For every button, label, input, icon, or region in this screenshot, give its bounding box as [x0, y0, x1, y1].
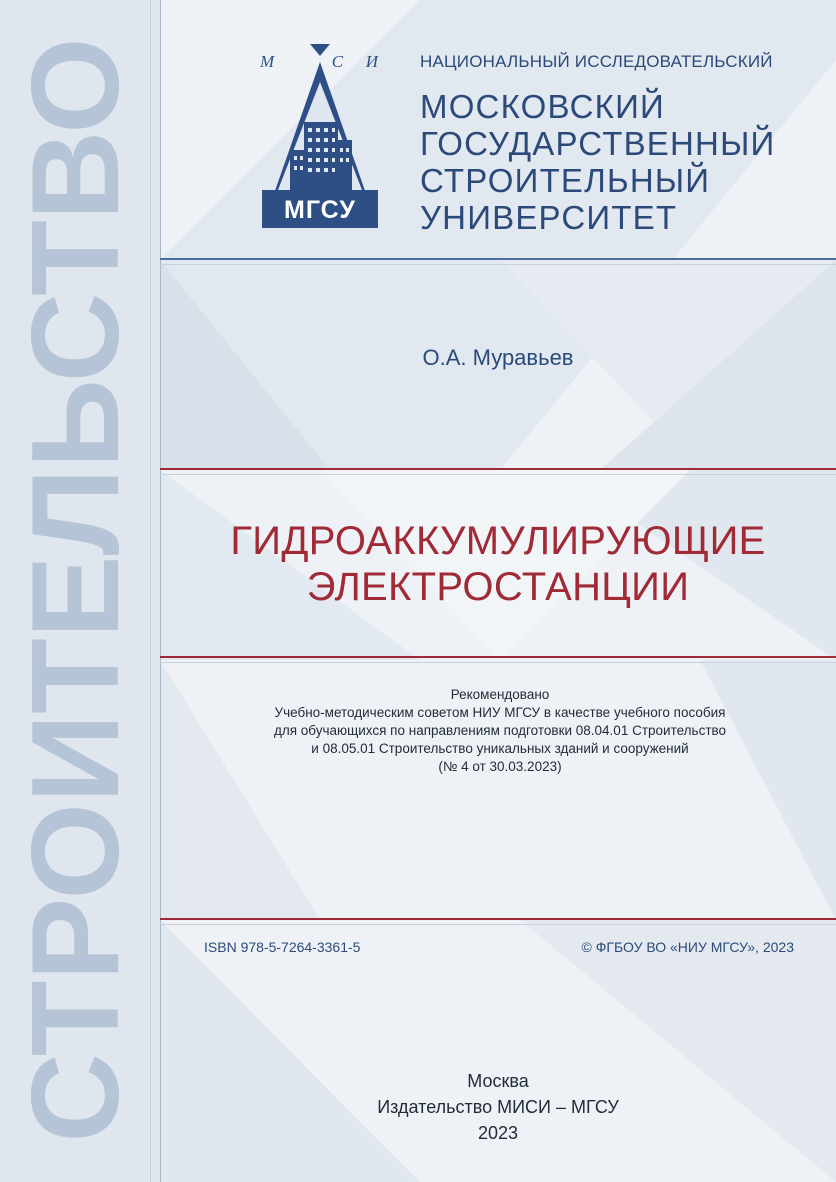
title-bottom-divider [160, 656, 836, 658]
title-line: ГИДРОАККУМУЛИРУЮЩИЕ [230, 519, 766, 563]
side-word: СТРОИТЕЛЬСТВО [7, 37, 145, 1143]
vertical-rule-inner [150, 0, 151, 1182]
header-divider-thin [160, 264, 836, 265]
logo-label: МГСУ [284, 196, 356, 224]
logo-letter: И [365, 52, 380, 71]
isbn-divider-thin [160, 924, 836, 925]
university-line: МОСКОВСКИЙ [420, 88, 665, 125]
recommendation-line: Учебно-методическим советом НИУ МГСУ в качестве учебного пособия [274, 705, 726, 720]
title-line: ЭЛЕКТРОСТАНЦИИ [306, 565, 690, 609]
recommendation-line: Рекомендовано [450, 687, 550, 702]
university-line: ГОСУДАРСТВЕННЫЙ [420, 125, 776, 162]
university-line: СТРОИТЕЛЬНЫЙ [420, 162, 711, 199]
recommendation-line: (№ 4 от 30.03.2023) [438, 759, 562, 774]
title-top-divider-thin [160, 474, 836, 475]
book-title [160, 518, 836, 610]
author-name: О.А. Муравьев [422, 345, 574, 370]
imprint-publisher: Издательство МИСИ – МГСУ [377, 1097, 619, 1117]
copyright: © ФГБОУ ВО «НИУ МГСУ», 2023 [581, 939, 794, 955]
title-top-divider [160, 468, 836, 470]
logo-letter: М [260, 52, 277, 71]
recommendation-line: и 08.05.01 Строительство уникальных зданий и сооружений [311, 741, 689, 756]
isbn-divider [160, 918, 836, 920]
university-logo [256, 38, 384, 230]
recommendation-block [200, 686, 800, 776]
logo-letter: С [331, 52, 346, 71]
university-name [420, 52, 775, 236]
imprint-year: 2023 [477, 1123, 519, 1143]
isbn: ISBN 978-5-7264-3361-5 [204, 939, 361, 955]
recommendation-line: для обучающихся по направлениям подготовки 08.04.01 Строительство [273, 723, 727, 738]
university-subtitle: НАЦИОНАЛЬНЫЙ ИССЛЕДОВАТЕЛЬСКИЙ [420, 52, 773, 71]
imprint-city: Москва [467, 1071, 529, 1091]
university-line: УНИВЕРСИТЕТ [420, 199, 678, 236]
title-bottom-divider-thin [160, 662, 836, 663]
imprint-block [160, 1068, 836, 1146]
header-divider [160, 258, 836, 260]
